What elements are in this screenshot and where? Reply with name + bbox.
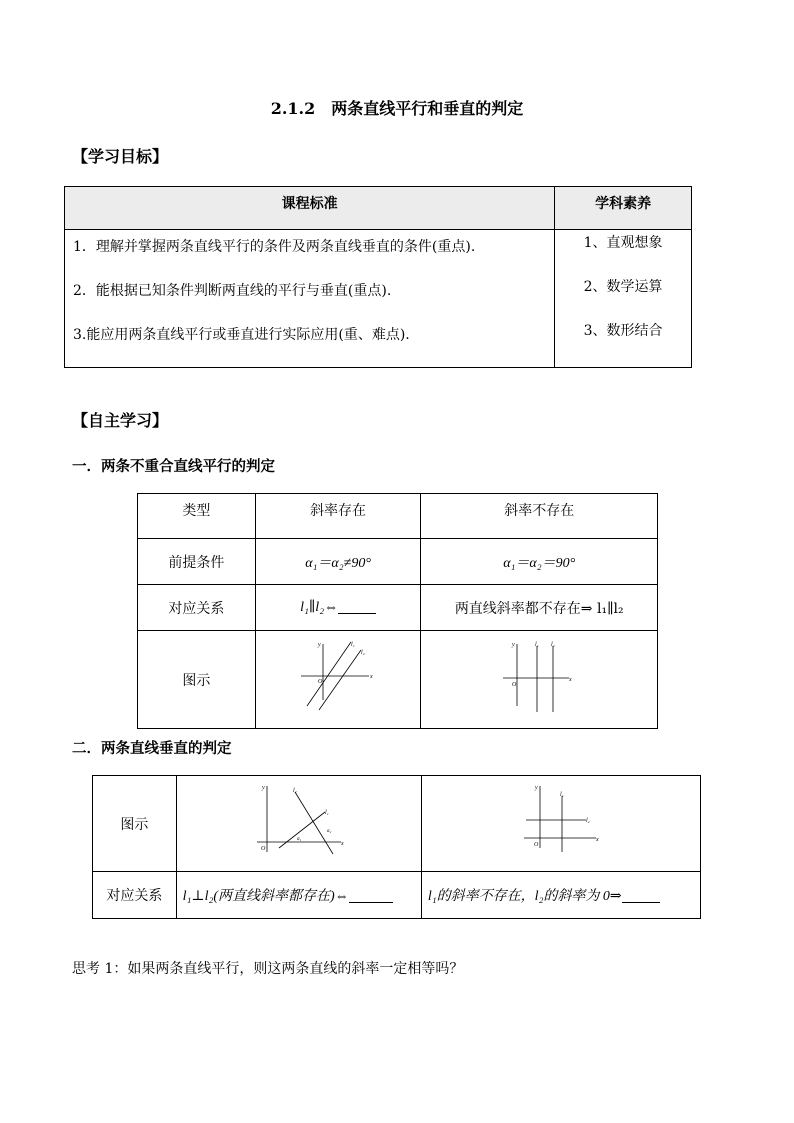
relation-left-text: l₁⊥l₂(两直线斜率都存在)⇔: [182, 889, 349, 904]
section-learning-goals: 【学习目标】: [72, 147, 169, 166]
perpendicular-table: [92, 775, 701, 919]
row-figure: 图示: [138, 631, 256, 729]
relation-exist-text: l₁∥l₂⇔: [300, 600, 339, 615]
standard-item: 3.能应用两条直线平行或垂直进行实际应用(重、难点).: [73, 327, 410, 343]
relation-right-text: l₁的斜率不存在，l₂的斜率为 0⇒: [427, 889, 622, 904]
think-question: 思考 1：如果两条直线平行，则这两条直线的斜率一定相等吗？: [72, 961, 464, 977]
figure-slope-not-exist: [421, 631, 658, 729]
header-literacy: 学科素养: [555, 187, 692, 230]
svg-text:α₁: α₁: [296, 836, 302, 842]
header-standard: 课程标准: [65, 187, 555, 230]
part1-heading: 一．两条不重合直线平行的判定: [72, 458, 275, 475]
part2-heading: 二．两条直线垂直的判定: [72, 740, 232, 757]
relation-exist: [255, 585, 421, 631]
relation-slopes-exist: [176, 872, 421, 919]
svg-text:y: y: [318, 641, 321, 648]
row-relation: 对应关系: [138, 585, 256, 631]
standard-item: 1．理解并掌握两条直线平行的条件及两条直线垂直的条件(重点).: [73, 239, 476, 255]
literacy-item: 3、数形结合: [583, 323, 663, 339]
premise-not-exist: α₁＝α₂＝90°: [421, 539, 658, 585]
svg-text:O: O: [260, 845, 266, 852]
svg-text:l₁: l₁: [535, 641, 539, 648]
svg-text:x: x: [340, 840, 344, 847]
svg-text:O: O: [533, 841, 539, 848]
svg-text:x: x: [595, 836, 599, 843]
svg-text:l₁: l₁: [324, 809, 329, 816]
svg-text:l₁: l₁: [559, 791, 564, 798]
svg-text:l₂: l₂: [551, 641, 555, 648]
vertical-lines-figure: [499, 638, 579, 718]
row-relation: 对应关系: [93, 872, 177, 919]
row-premise: 前提条件: [138, 539, 256, 585]
literacy-item: 1、直观想象: [583, 235, 663, 251]
row-figure: 图示: [93, 776, 177, 872]
goals-table: [64, 186, 692, 368]
svg-text:x: x: [569, 676, 572, 683]
col-slope-exist: 斜率存在: [255, 494, 421, 539]
answer-blank: [622, 888, 660, 903]
axis-perpendicular-figure: [516, 782, 606, 862]
standard-item: 2．能根据已知条件判断两直线的平行与垂直(重点).: [73, 283, 392, 299]
parallel-lines-figure: [293, 638, 383, 718]
figure-slope-undefined-zero: [421, 776, 700, 872]
svg-text:l₂: l₂: [292, 787, 297, 794]
svg-text:y: y: [512, 641, 515, 648]
answer-blank: [338, 599, 376, 614]
svg-text:x: x: [370, 673, 373, 680]
relation-axis: [421, 872, 700, 919]
standards-cell: [65, 230, 555, 368]
figure-slope-exist: [255, 631, 421, 729]
col-type: 类型: [138, 494, 256, 539]
literacy-item: 2、数学运算: [583, 279, 663, 295]
svg-text:α₂: α₂: [326, 828, 332, 834]
svg-text:l₁: l₁: [351, 641, 355, 648]
answer-blank: [349, 888, 393, 903]
perpendicular-lines-figure: [249, 782, 349, 862]
svg-text:l₂: l₂: [361, 649, 365, 656]
svg-text:l₂: l₂: [585, 817, 590, 824]
relation-not-exist: 两直线斜率都不存在⇒ l₁∥l₂: [421, 585, 658, 631]
page-title: 2.1.2 两条直线平行和垂直的判定: [270, 99, 524, 118]
svg-text:O: O: [512, 681, 517, 688]
col-slope-not-exist: 斜率不存在: [421, 494, 658, 539]
parallel-table: [137, 493, 658, 729]
svg-text:y: y: [261, 784, 265, 791]
svg-text:y: y: [534, 784, 538, 791]
section-self-study: 【自主学习】: [72, 411, 169, 430]
svg-text:O: O: [318, 678, 323, 685]
figure-slopes-exist: [176, 776, 421, 872]
premise-exist: α₁＝α₂≠90°: [255, 539, 421, 585]
literacy-cell: [555, 230, 692, 368]
